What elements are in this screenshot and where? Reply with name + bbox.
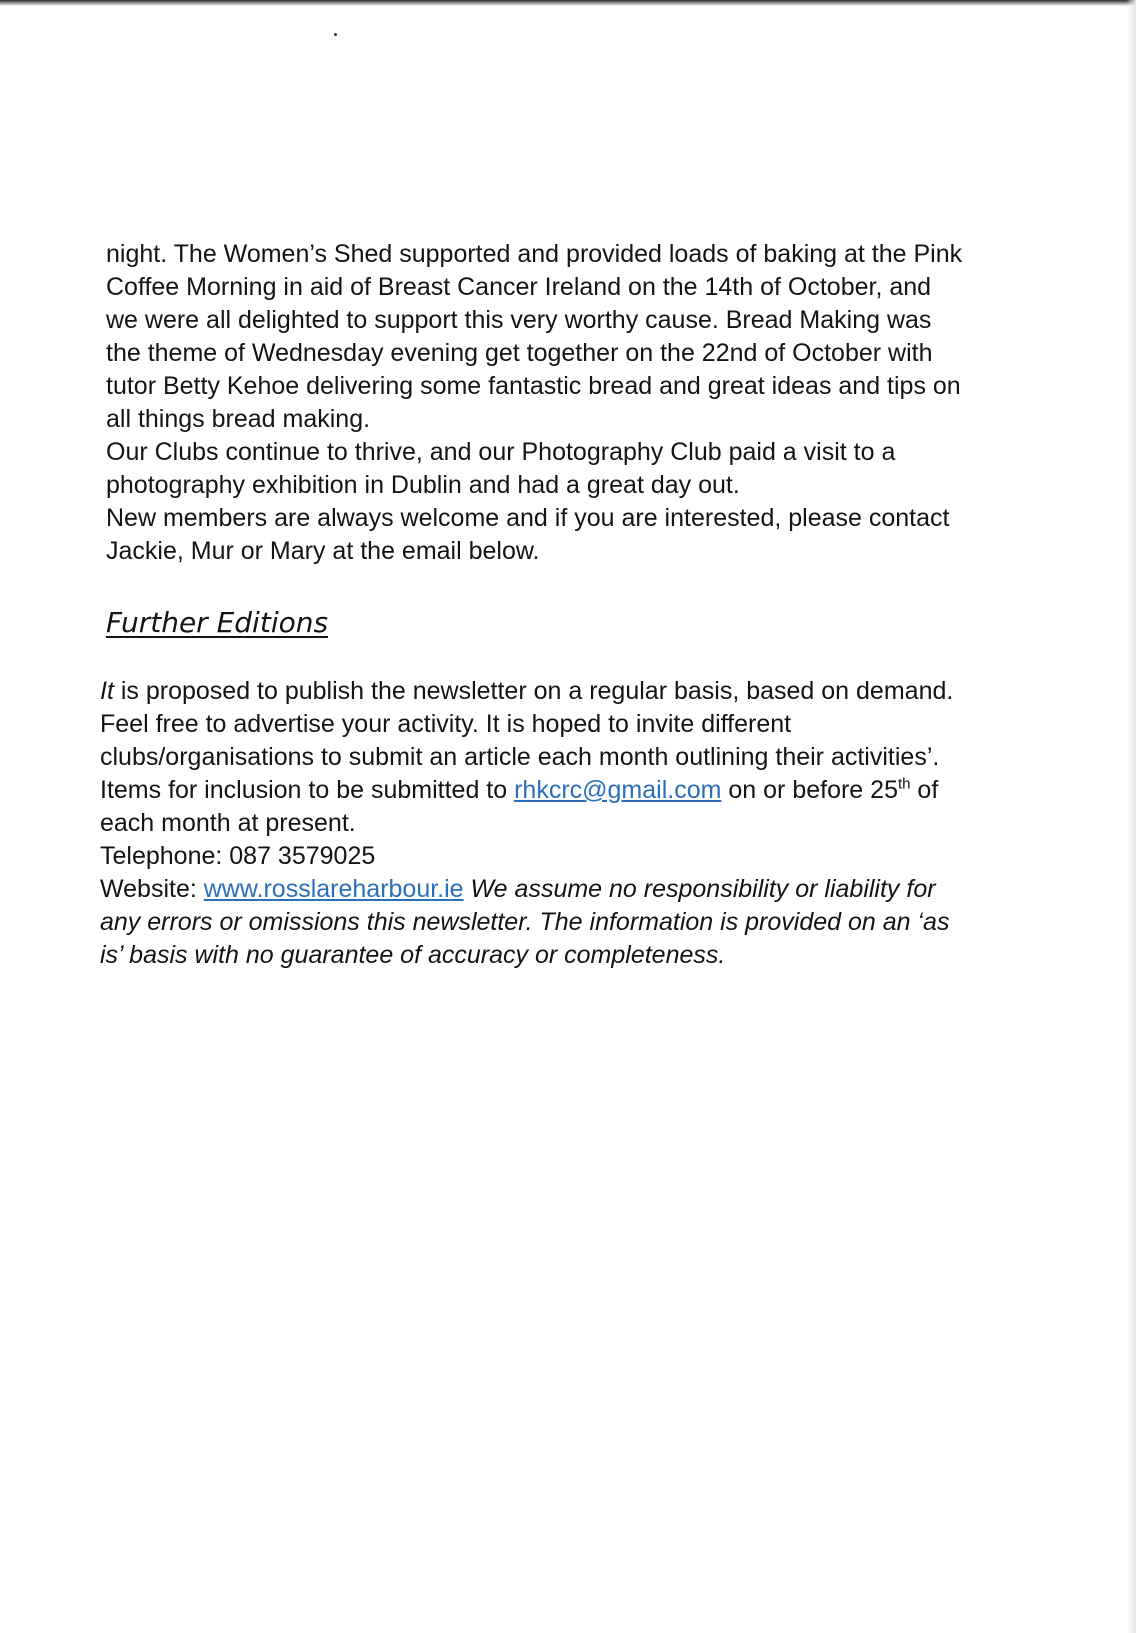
body-part-1: is proposed to publish the newsletter on a regular basis, based on demand. Feel free to advertise your activity. It is hoped to invite different clubs/organisations to submit an article each month outlining their activities’. Items for inclusion to be submitted to [100,677,954,804]
lead-word: It [100,677,114,705]
further-editions-heading: Further Editions [106,606,329,639]
newsletter-body [100,238,966,972]
intro-paragraph: night. The Women’s Shed supported and provided loads of baking at the Pink Coffee Morning in aid of Breast Cancer Ireland on the 14th of October, and we were all delighted to support this very worthy cause. Bread Making was the theme of Wednesday evening get together on the 22nd of October with tutor Betty Kehoe delivering some fantastic bread and great ideas and tips on all things bread making. [106,240,963,433]
website-link[interactable]: www.rosslareharbour.ie [203,875,464,903]
body-part-3: of each month at present. [100,776,939,837]
website-paragraph [100,873,966,972]
clubs-paragraph: Our Clubs continue to thrive, and our Photography Club paid a visit to a photography exhibition in Dublin and had a great day out. [106,438,896,499]
further-editions-paragraph [100,675,966,840]
body-part-2: on or before 25 [721,776,898,804]
disclaimer-text: We assume no responsibility or liability for any errors or omissions this newsletter. The information is provided on an ‘as is’ basis with no guarantee of accuracy or completeness. [100,875,950,969]
page-top-shadow [0,0,1136,6]
telephone-line: Telephone: 087 3579025 [100,842,376,870]
members-paragraph: New members are always welcome and if you are interested, please contact Jackie, Mur or Mary at the email below. [106,504,950,565]
scan-speck [334,33,337,36]
ordinal-suffix: th [897,775,911,793]
email-link[interactable]: rhkcrc@gmail.com [514,776,722,804]
further-editions-section [100,675,966,972]
page-right-edge [1126,0,1136,1633]
website-label: Website: [100,875,204,903]
